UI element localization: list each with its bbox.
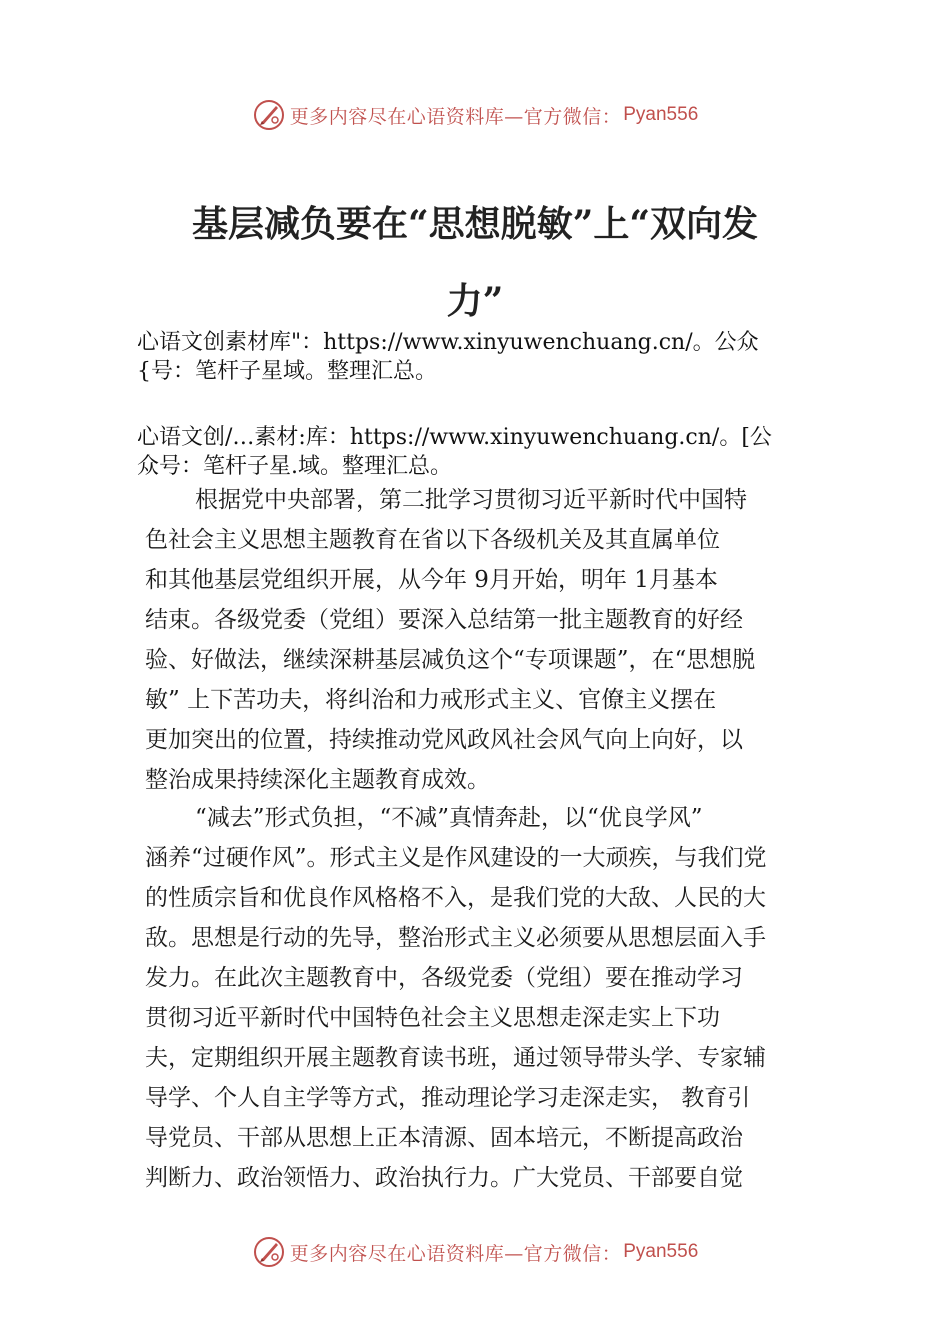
banner-text: 更多内容尽在心语资料库—官方微信： — [289, 1242, 622, 1265]
paragraph-line: 夫，定期组织开展主题教育读书班，通过领导带头学、专家辅 — [145, 1045, 766, 1071]
paragraph-line: 验、好做法，继续深耕基层减负这个“专项课题”，在“思想脱 — [145, 647, 756, 673]
paragraph-line: 结束。各级党委（党组）要深入总结第一批主题教育的好经 — [145, 607, 743, 633]
wechat-id: Pyan556 — [623, 1241, 699, 1262]
source-note-line: {号：笔杆子星域。整理汇总。 — [137, 359, 437, 384]
body-paragraph — [145, 798, 825, 1198]
paragraph-line: 贯彻习近平新时代中国特色社会主义思想走深走实上下功 — [145, 1005, 720, 1031]
footer-banner — [0, 1232, 950, 1272]
source-note-line: 心语文创素材库"：https://www.xinyuwenchuang.cn/。公众 — [137, 330, 759, 355]
source-note-line: 心语文创/…素材:库：https://www.xinyuwenchuang.cn/。[公 — [137, 425, 772, 450]
document-title-line-1: 基层减负要在“思想脱敏”上“双向发 — [191, 203, 759, 245]
paragraph-line: 判断力、政治领悟力、政治执行力。广大党员、干部要自觉 — [145, 1165, 743, 1191]
paragraph-line: 敏” 上下苦功夫，将纠治和力戒形式主义、官僚主义摆在 — [145, 687, 717, 713]
quill-logo-icon — [252, 1235, 286, 1269]
source-note-line: 众号：笔杆子星.域。整理汇总。 — [137, 454, 452, 479]
paragraph-line: 导党员、干部从思想上正本清源、固本培元，不断提高政治 — [145, 1125, 743, 1151]
body-paragraph — [145, 480, 825, 800]
paragraph-line: 色社会主义思想主题教育在省以下各级机关及其直属单位 — [145, 527, 720, 553]
paragraph-line: 敌。思想是行动的先导，整治形式主义必须要从思想层面入手 — [145, 925, 766, 951]
paragraph-line: 根据党中央部署，第二批学习贯彻习近平新时代中国特 — [195, 487, 747, 513]
banner-text: 更多内容尽在心语资料库—官方微信： — [289, 105, 622, 128]
paragraph-line: 整治成果持续深化主题教育成效。 — [145, 767, 490, 793]
wechat-id: Pyan556 — [623, 104, 699, 125]
source-note — [137, 423, 857, 481]
quill-logo-icon — [252, 98, 286, 132]
source-note — [137, 328, 857, 386]
paragraph-line: 和其他基层党组织开展，从今年 9月开始，明年 1月基本 — [145, 567, 718, 593]
paragraph-line: 更加突出的位置，持续推动党风政风社会风气向上向好，以 — [145, 727, 743, 753]
header-banner — [0, 95, 950, 135]
document-title-line-2: 力” — [446, 280, 504, 322]
paragraph-line: 涵养“过硬作风”。形式主义是作风建设的一大顽疾，与我们党 — [145, 845, 767, 871]
paragraph-line: 发力。在此次主题教育中，各级党委（党组）要在推动学习 — [145, 965, 743, 991]
paragraph-line: 导学、个人自主学等方式，推动理论学习走深走实， 教育引 — [145, 1085, 751, 1111]
paragraph-line: “减去”形式负担，“不减”真情奔赴，以“优良学风” — [195, 805, 703, 831]
paragraph-line: 的性质宗旨和优良作风格格不入，是我们党的大敌、人民的大 — [145, 885, 766, 911]
